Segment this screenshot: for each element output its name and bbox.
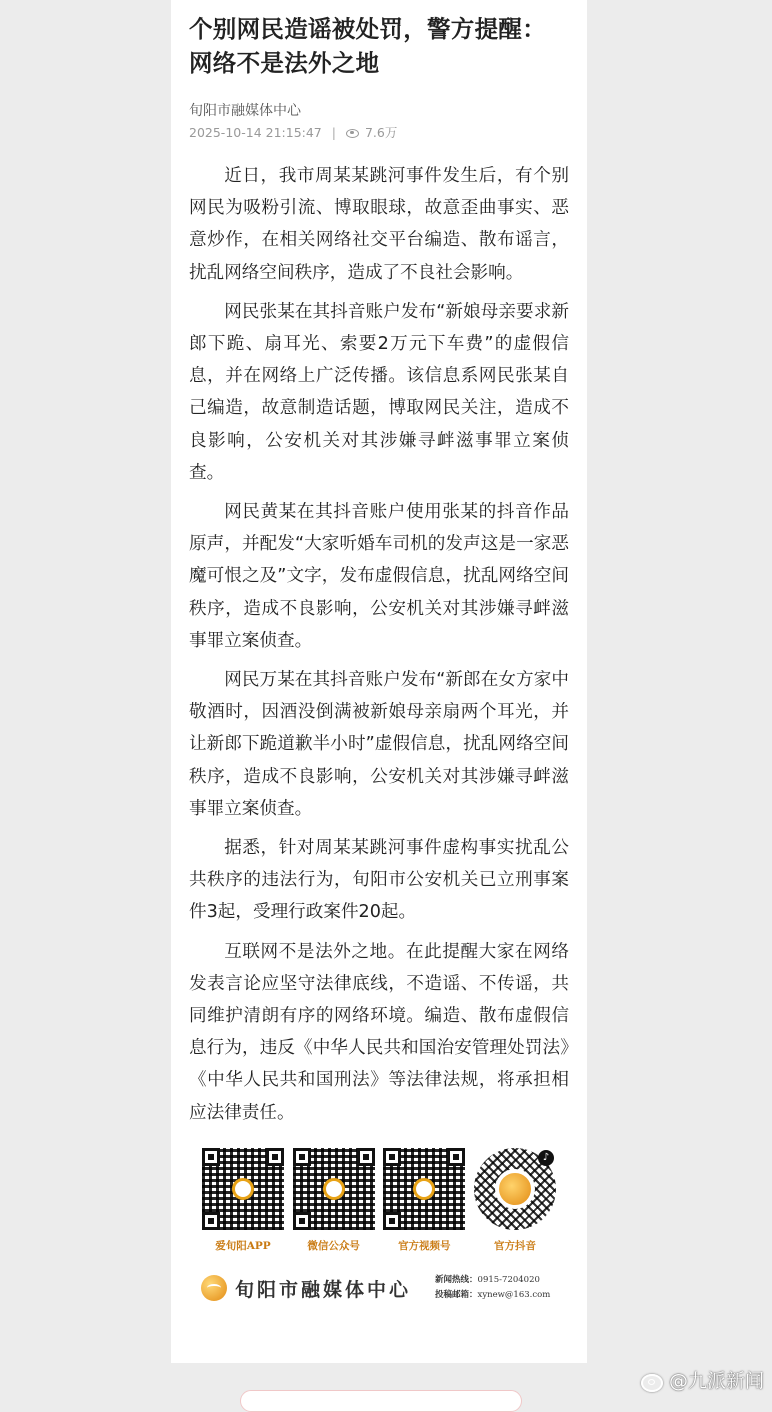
brand-name: 旬阳市融媒体中心 xyxy=(235,1278,412,1301)
qr-label: 官方视频号 xyxy=(398,1240,451,1252)
paragraph: 网民万某在其抖音账户发布“新郎在女方家中敬酒时，因酒没倒满被新娘母亲扇两个耳光，并让新郎下跪道歉半小时”虚假信息，扰乱网络空间秩序，造成不良影响，公安机关对其涉嫌寻衅滋事罪立案侦查。 xyxy=(189,670,569,819)
qr-item-wechat[interactable] xyxy=(292,1148,376,1253)
qr-code-icon xyxy=(293,1148,375,1230)
watermark-text: @九派新闻 xyxy=(668,1370,764,1392)
publish-datetime: 2025-10-14 21:15:47 xyxy=(189,125,322,140)
weibo-icon xyxy=(639,1370,665,1390)
meta-separator: | xyxy=(331,125,336,140)
qr-code-row xyxy=(189,1148,569,1253)
footer-image xyxy=(189,1148,569,1338)
article-card xyxy=(171,0,587,1363)
qr-code-icon xyxy=(202,1148,284,1230)
qr-item-app[interactable] xyxy=(201,1148,285,1253)
watermark xyxy=(639,1366,764,1393)
article-title: 个别网民造谣被处罚，警方提醒：网络不是法外之地 xyxy=(189,15,546,77)
hotline-label: 新闻热线： xyxy=(435,1275,478,1285)
hotline-number: 0915-7204020 xyxy=(477,1275,540,1285)
view-count: 7.6万 xyxy=(364,125,398,140)
qr-label: 微信公众号 xyxy=(307,1240,360,1252)
tiktok-icon: ♪ xyxy=(538,1150,554,1166)
qr-item-video[interactable] xyxy=(382,1148,466,1253)
qr-code-icon xyxy=(383,1148,465,1230)
article-source[interactable]: 旬阳市融媒体中心 xyxy=(189,103,301,119)
brand-row xyxy=(189,1273,569,1303)
paragraph: 网民张某在其抖音账户发布“新娘母亲要求新郎下跪、扇耳光、索要2万元下车费”的虚假信息，并在网络上广泛传播。该信息系网民张某自己编造，故意制造话题，博取网民关注，造成不良影响，公安机关对其涉嫌寻衅滋事罪立案侦查。 xyxy=(189,301,569,483)
qr-item-douyin[interactable] xyxy=(473,1148,557,1253)
bottom-action-bar[interactable] xyxy=(240,1390,522,1412)
paragraph: 互联网不是法外之地。在此提醒大家在网络发表言论应坚守法律底线，不造谣、不传谣，共同维护清朗有序的网络环境。编造、散布虚假信息行为，违反《中华人民共和国治安管理处罚法》《中华人民共和国刑法》等法律法规，将承担相应法律责任。 xyxy=(189,941,569,1123)
douyin-qr-code-icon xyxy=(474,1148,556,1230)
brand-logo-icon xyxy=(201,1275,227,1301)
qr-label: 爱旬阳APP xyxy=(215,1240,271,1252)
article-meta xyxy=(189,125,569,141)
email-label: 投稿邮箱： xyxy=(435,1290,478,1300)
contact-info xyxy=(435,1273,550,1303)
paragraph: 网民黄某在其抖音账户使用张某的抖音作品原声，并配发“大家听婚车司机的发声这是一家恶魔可恨之及”文字，发布虚假信息，扰乱网络空间秩序，造成不良影响，公安机关对其涉嫌寻衅滋事罪立案侦查。 xyxy=(189,502,569,651)
email-address: xynew@163.com xyxy=(477,1290,551,1300)
paragraph: 据悉，针对周某某跳河事件虚构事实扰乱公共秩序的违法行为，旬阳市公安机关已立刑事案件3起，受理行政案件20起。 xyxy=(189,838,569,923)
qr-label: 官方抖音 xyxy=(493,1240,536,1252)
article-body xyxy=(189,160,569,1129)
eye-icon xyxy=(346,129,359,138)
paragraph: 近日，我市周某某跳河事件发生后，有个别网民为吸粉引流、博取眼球，故意歪曲事实、恶意炒作，在相关网络社交平台编造、散布谣言，扰乱网络空间秩序，造成了不良社会影响。 xyxy=(189,166,569,283)
